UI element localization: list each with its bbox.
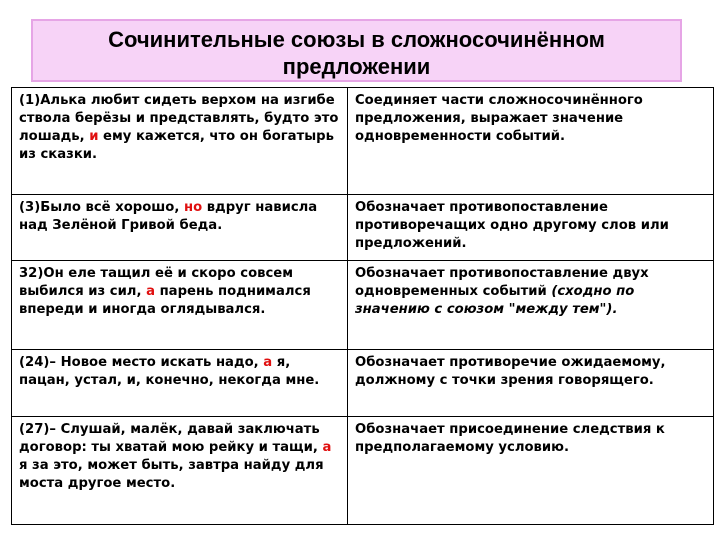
table-row — [12, 350, 714, 417]
meaning-cell — [348, 88, 714, 195]
conjunction-highlight: а — [322, 440, 332, 455]
example-cell — [12, 261, 348, 350]
meaning-cell — [348, 261, 714, 350]
meaning-cell — [348, 350, 714, 417]
meaning-text: Обозначает присоединение следствия к предполагаемому условию. — [355, 422, 665, 455]
conjunction-highlight: но — [183, 200, 203, 215]
conjunction-highlight: а — [263, 355, 273, 370]
example-text: я за это, может быть, завтра найду для моста другое место. — [19, 458, 324, 491]
conjunctions-table — [11, 87, 714, 525]
example-text: (27)– Слушай, малёк, давай заключать договор: ты хватай мою рейку и тащи, — [19, 422, 323, 455]
example-text: я, пацан, устал, и, конечно, некогда мне. — [19, 355, 320, 388]
example-cell — [12, 350, 348, 417]
example-text: ему кажется, что он богатырь из сказки. — [19, 129, 334, 162]
meaning-text: Обозначает противоречие ожидаемому, должному с точки зрения говорящего. — [355, 355, 666, 388]
title-box — [31, 19, 682, 82]
example-cell — [12, 195, 348, 261]
meaning-text: Соединяет части сложносочинённого предложения, выражает значение одновременности событий. — [355, 93, 643, 144]
example-text: парень поднимался впереди и иногда оглядывался. — [19, 284, 311, 317]
example-text: вдруг нависла над Зелёной Гривой беда. — [19, 200, 318, 233]
conjunction-highlight: и — [89, 129, 99, 144]
table-row — [12, 195, 714, 261]
meaning-text: Обозначает противопоставление противоречащих одно другому слов или предложений. — [355, 200, 669, 251]
example-text: (1)Алька любит сидеть верхом на изгибе ствола берёзы и представлять, будто это лошадь, — [19, 93, 339, 144]
conjunction-highlight: а — [146, 284, 155, 299]
page-title-line-1: Сочинительные союзы в сложносочинённом — [108, 27, 605, 52]
example-text: 32)Он еле тащил её и скоро совсем выбился из сил, — [19, 266, 294, 299]
table-row — [12, 261, 714, 350]
meaning-note: (сходно по значению с союзом "между тем"). — [355, 284, 635, 317]
table-row — [12, 88, 714, 195]
example-cell — [12, 88, 348, 195]
meaning-cell — [348, 195, 714, 261]
example-cell — [12, 417, 348, 525]
example-text: (3)Было всё хорошо, — [19, 200, 184, 215]
meaning-text: Обозначает противопоставление двух одновременных событий — [355, 266, 649, 299]
page-title-line-2: предложении — [282, 54, 431, 79]
meaning-cell — [348, 417, 714, 525]
table-row — [12, 417, 714, 525]
example-text: (24)– Новое место искать надо, — [19, 355, 264, 370]
